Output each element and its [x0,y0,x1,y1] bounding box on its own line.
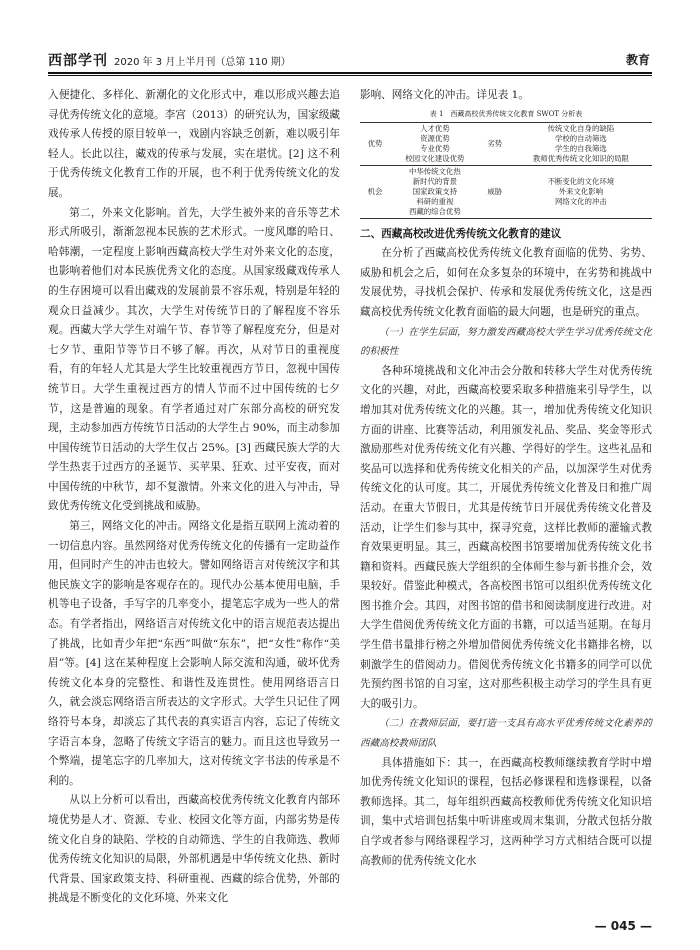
section-heading: 二、西藏高校改进优秀传统文化教育的建议 [360,227,562,240]
header-rule [48,72,652,74]
list-item: 网络文化的冲击 [554,196,607,206]
page-number: — 045 — [594,919,652,933]
list-item: 学生的自我筛选 [554,143,607,153]
paragraph: 入便捷化、多样化、新潮化的文化形式中，难以形成兴趣去追寻优秀传统文化的意境。李宫（2013）的研究认为，国家级藏戏传承人传授的原目较单一，戏剧内容缺乏创新，难以吸引年轻人。长此以往，藏戏的传承与发展，实在堪忧。[2] 这不利于优秀传统文化教育工作的开展，也不利于优秀传统文化的发展。 [48,89,340,199]
list-item: 传统文化自身的缺陷 [547,123,615,133]
paragraph: 各种环境挑战和文化冲击会分散和转移大学生对优秀传统文化的兴趣，对此，西藏高校要采取多种措施来引导学生，以增加其对优秀传统文化的兴趣。其一，增加优秀传统文化知识方面的讲座、比赛等活动，利用颁发礼品、奖品、奖金等形式激励那些对优秀传统文化有兴趣、学得好的学生。这些礼品和奖品可以选择和优秀传统文化相关的产品，以加深学生对优秀传统文化的认可度。其二，开展优秀传统文化普及日和推广周活动。在重大节假日，尤其是传统节日开展优秀传统文化普及活动，让学生们参与其中，探寻究竟，这样比教师的灌输式教育效果更明显。其三，西藏高校图书馆要增加优秀传统文化书籍和资料。西藏民族大学组织的全体师生参与新书推介会，效果较好。借鉴此种模式，各高校图书馆可以组织优秀传统文化图书推介会。其四，对图书馆的借书和阅读制度进行改进。对大学生借阅优秀传统文化方面的书籍，可以适当延期。在每月学生借书量排行榜之外增加借阅优秀传统文化书籍排名榜，以刺激学生的借阅动力。借阅优秀传统文化书籍多的同学可以优先预约图书馆的自习室，这对那些积极主动学习的学生具有更大的吸引力。 [360,364,652,710]
threats-cell [510,165,652,218]
list-item: 资源优势 [420,133,450,143]
strengths-label: 优势 [360,122,390,165]
list-item: 科研的重视 [416,196,454,206]
list-item: 学校的自动筛选 [554,133,607,143]
table-row [360,122,652,165]
header-rule-thin [48,75,652,76]
weaknesses-label: 劣势 [480,122,510,165]
subsection-heading: （一）在学生层面，努力激发西藏高校大学生学习优秀传统文化的积极性 [360,326,652,358]
table-row [360,165,652,218]
paragraph: 从以上分析可以看出，西藏高校优秀传统文化教育内部环境优势是人才、资源、专业、校园文化等方面，内部劣势是传统文化自身的缺陷、学校的自动筛选、学生的自我筛选、教师优秀传统文化知识的局限，外部机遇是中华传统文化热、新时代背景、国家政策支持、科研重视、西藏的综合优势，外部的挑战是不断变化的文化环境、外来文化 [48,794,340,905]
list-item: 国家政策支持 [412,186,458,196]
list-item: 新时代的背景 [412,176,458,186]
strengths-cell [390,122,480,165]
left-column [48,86,340,909]
paragraph: 影响、网络文化的冲击。详见表 1。 [360,89,530,101]
issue-info: 2020 年 3 月上半月刊（总第 110 期） [114,57,291,68]
list-item: 西藏的综合优势 [408,206,461,216]
section-label: 教育 [625,53,650,67]
opportunities-label: 机会 [360,165,390,218]
table-caption: 表 1 西藏高校优秀传统文化教育 SWOT 分析表 [429,109,583,118]
list-item: 不断变化的文化环境 [547,176,615,186]
weaknesses-cell [510,122,652,165]
swot-table [360,122,652,219]
list-item: 外来文化影响 [558,186,604,196]
right-column [360,86,652,871]
opportunities-cell [390,165,480,218]
page-header [48,48,652,70]
threats-label: 威胁 [480,165,510,218]
paragraph: 具体措施如下：其一，在西藏高校教师继续教育学时中增加优秀传统文化知识的课程，包括必修课程和选修课程，以备教师选择。其二，每年组织西藏高校教师优秀传统文化知识培训，集中式培训包括集中听讲座或周末集训，分散式包括分散自学或者参与网络课程学习，这两种学习方式相结合既可以提高教师的优秀传统文化水 [360,756,652,867]
list-item: 教师优秀传统文化知识的局限 [532,153,629,163]
paragraph: 第三，网络文化的冲击。网络文化是指互联网上流动着的一切信息内容。虽然网络对优秀传统文化的传播有一定助益作用，但同时产生的冲击也较大。譬如网络语言对传统汉字和其他民族文字的影响是客观存在的。现代办公基本使用电脑，手机等电子设备，手写字的几率变小，提笔忘字成为一些人的常态。有学者指出，网络语言对传统文化中的语言规范表达提出了挑战，比如青少年把“东西”叫做“东东”，把“女性”称作“美眉”等。[4] 这在某种程度上会影响人际交流和沟通，破坏优秀传统文化本身的完整性、和谐性及连贯性。使用网络语言日久，就会淡忘网络语言所表达的文字形式。大学生只记住了网络符号本身，却淡忘了其代表的真实语言内容，忘记了传统文字语言本身，忽略了传统文字语言的魅力。而且这也导致另一个弊端，提笔忘字的几率加大，这对传统文字书法的传承是不利的。 [48,520,340,787]
list-item: 中华传统文化热 [408,166,461,176]
paragraph: 第二，外来文化影响。首先，大学生被外来的音乐等艺术形式所吸引，渐渐忽视本民族的艺术形式。一度风靡的哈日、哈韩潮，一定程度上影响西藏高校大学生对外来文化的态度，也影响着他们对本民族优秀文化的态度。从国家级藏戏传承人的生存困境可以看出藏戏的发展前景不容乐观，特别是年轻的观众日益减少。其次，大学生对传统节日的了解程度不容乐观。西藏大学大学生对端午节、春节等了解程度充分，但是对七夕节、重阳节等节日不够了解。再次，从对节日的重视度看，有的年轻人尤其是大学生比较重视西方节日，忽视中国传统节日。大学生重视过西方的情人节而不过中国传统的七夕节，这是普遍的现象。有学者通过对广东部分高校的研究发现，主动参加西方传统节日活动的大学生占 90%，而主动参加中国传统节日活动的大学生仅占 25%。[3] 西藏民族大学的大学生热衷于过西方的圣诞节、买苹果、狂欢、过平安夜，而对中国传统的中秋节，却不复激情。外来文化的进入与冲击，导致优秀传统文化受到挑战和威胁。 [48,206,340,513]
journal-logo: 西部学刊 [48,53,108,69]
list-item: 专业优势 [420,143,450,153]
paragraph: 在分析了西藏高校优秀传统文化教育面临的优势、劣势、威胁和机会之后，如何在众多复杂的环境中，在劣势和挑战中发展优势，寻找机会保护、传承和发展优秀传统文化，这是西藏高校优秀传统文化教育面临的最大问题，也是研究的重点。 [360,247,652,318]
subsection-heading: （二）在教师层面，要打造一支具有高水平优秀传统文化素养的西藏高校教师团队 [360,718,652,750]
list-item: 校园文化建设优势 [405,153,465,163]
list-item: 人才优势 [420,123,450,133]
